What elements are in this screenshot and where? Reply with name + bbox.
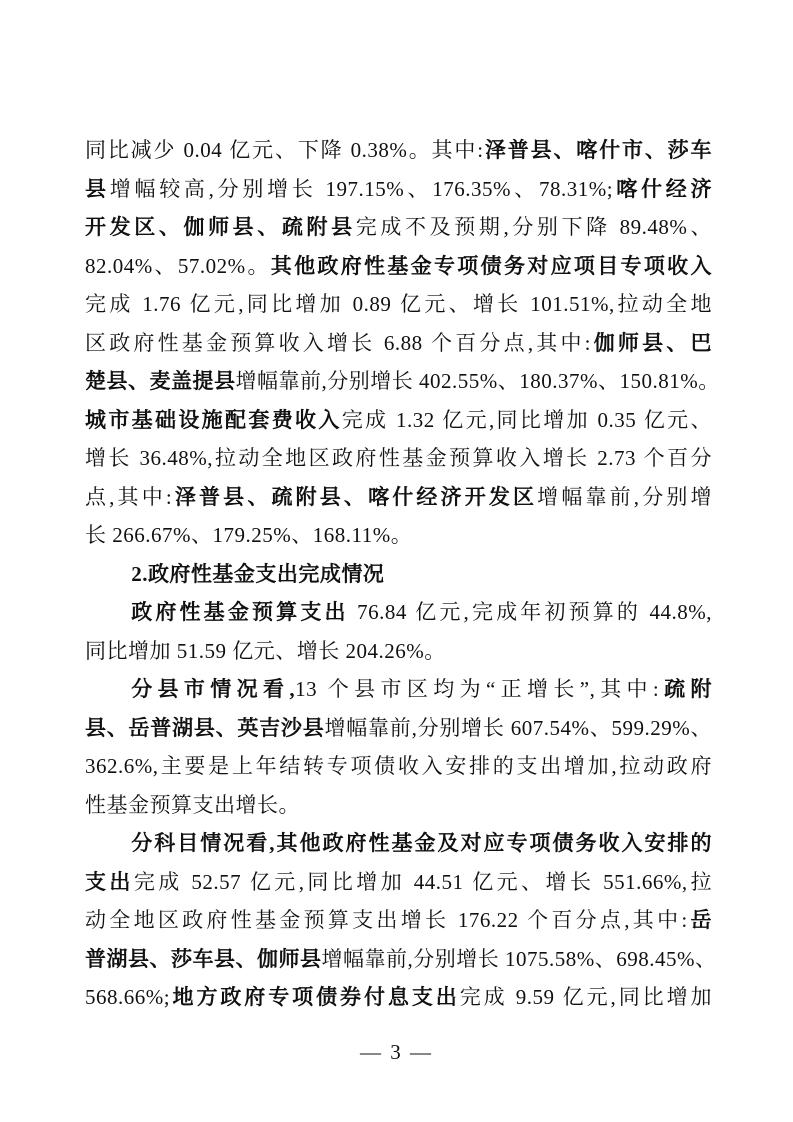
bold-text-segment: 县 xyxy=(85,176,110,201)
text-segment: 完成 1.32 亿元,同比增加 0.35 亿元、 xyxy=(341,407,713,432)
text-line xyxy=(85,362,720,401)
text-segment: 区政府性基金预算收入增长 6.88 个百分点,其中: xyxy=(85,330,591,355)
text-line xyxy=(85,170,712,209)
text-segment: 完成不及预期,分别下降 89.48%、 xyxy=(355,215,712,239)
bold-text-segment: 疏附 xyxy=(659,677,712,701)
text-segment: 82.04%、57.02%。 xyxy=(85,253,271,278)
text-segment: 同比减少 0.04 亿元、下降 0.38%。其中: xyxy=(85,138,484,162)
text-line xyxy=(85,208,712,247)
text-line xyxy=(85,786,712,825)
text-line xyxy=(85,747,712,786)
text-segment: 增幅较高,分别增长 197.15%、176.35%、78.31%; xyxy=(109,176,614,201)
text-line xyxy=(85,516,712,555)
bold-text-segment: 其他政府性基金专项债务对应项目专项收入 xyxy=(270,253,712,278)
bold-text-segment: 支出 xyxy=(85,869,134,894)
text-segment: 增幅靠前,分别增长 1075.58%、698.45%、 xyxy=(321,946,717,971)
bold-text-segment: 泽普县、喀什市、莎车 xyxy=(483,138,713,162)
text-segment: 增幅靠前,分别增长 402.55%、180.37%、150.81%。 xyxy=(235,369,720,393)
text-segment: 增幅靠前,分别增长 607.54%、599.29%、 xyxy=(324,715,712,740)
text-segment: 点,其中: xyxy=(85,484,173,509)
text-line xyxy=(85,940,717,979)
text-segment: 13 个县市区均为“正增长”,其中: xyxy=(295,677,660,701)
bold-text-segment: 分县市情况看, xyxy=(131,677,296,701)
bold-text-segment: 喀什经济 xyxy=(613,176,712,201)
bold-text-segment: 伽师县、巴 xyxy=(591,330,712,355)
text-line xyxy=(85,824,712,863)
text-line xyxy=(85,593,712,632)
section-heading xyxy=(85,555,712,594)
text-line xyxy=(85,131,712,170)
text-line xyxy=(85,439,712,478)
bold-text-segment: 分科目情况看,其他政府性基金及对应专项债务收入安排的 xyxy=(131,831,712,855)
text-line xyxy=(85,632,712,671)
text-line xyxy=(85,709,712,748)
text-segment: 动全地区政府性基金预算支出增长 176.22 个百分点,其中: xyxy=(85,908,688,932)
bold-text-segment: 开发区、伽师县、疏附县 xyxy=(85,215,356,239)
text-line xyxy=(85,285,712,324)
bold-text-segment: 地方政府专项债券付息支出 xyxy=(170,985,460,1009)
text-line xyxy=(85,863,712,902)
bold-text-segment: 政府性基金预算支出 xyxy=(131,600,349,624)
text-line xyxy=(85,324,712,363)
text-segment: 性基金预算支出增长。 xyxy=(85,792,300,817)
bold-text-segment: 县、岳普湖县、英吉沙县 xyxy=(85,715,325,740)
text-line xyxy=(85,670,712,709)
bold-text-segment: 城市基础设施配套费收入 xyxy=(85,407,342,432)
bold-text-segment: 泽普县、疏附县、喀什经济开发区 xyxy=(172,484,538,509)
page-number: — 3 — xyxy=(360,1040,433,1064)
text-segment: 长 266.67%、179.25%、168.11%。 xyxy=(85,523,413,547)
text-segment: 568.66%; xyxy=(85,985,171,1009)
text-line xyxy=(85,978,712,1017)
bold-text-segment: 楚县、麦盖提县 xyxy=(85,369,236,393)
text-block xyxy=(85,131,720,1017)
text-segment: 增长 36.48%,拉动全地区政府性基金预算收入增长 2.73 个百分 xyxy=(85,446,712,470)
text-segment: 76.84 亿元,完成年初预算的 44.8%, xyxy=(348,600,713,624)
text-segment: 增幅靠前,分别增 xyxy=(537,484,712,509)
text-segment: 完成 9.59 亿元,同比增加 xyxy=(459,985,713,1009)
text-segment: 362.6%,主要是上年结转专项债收入安排的支出增加,拉动政府 xyxy=(85,754,712,778)
text-segment: 完成 1.76 亿元,同比增加 0.89 亿元、增长 101.51%,拉动全地 xyxy=(85,292,712,316)
text-segment: 同比增加 51.59 亿元、增长 204.26%。 xyxy=(85,638,446,663)
text-line xyxy=(85,478,712,517)
bold-text-segment: 岳 xyxy=(687,908,712,932)
bold-text-segment: 普湖县、莎车县、伽师县 xyxy=(85,946,322,971)
text-line xyxy=(85,401,712,440)
bold-text-segment: 2.政府性基金支出完成情况 xyxy=(131,561,385,586)
text-line xyxy=(85,247,712,286)
text-line xyxy=(85,901,712,940)
text-segment: 完成 52.57 亿元,同比增加 44.51 亿元、增长 551.66%,拉 xyxy=(133,869,713,894)
